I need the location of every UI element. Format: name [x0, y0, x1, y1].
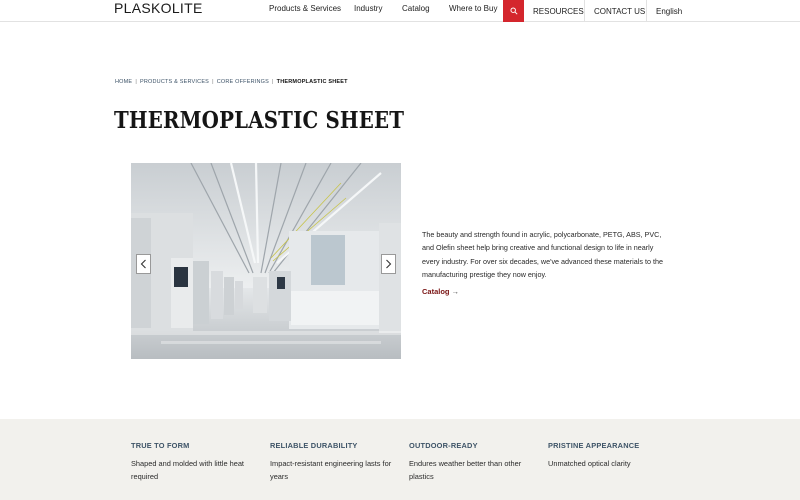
breadcrumb-products-services[interactable]: PRODUCTS & SERVICES — [139, 79, 210, 85]
resources-link[interactable]: RESOURCES — [533, 6, 584, 16]
contact-us-link[interactable]: CONTACT US — [584, 0, 654, 22]
carousel-next-button[interactable] — [381, 254, 396, 274]
breadcrumb-separator: | — [272, 79, 274, 85]
feature-pristine-appearance — [548, 441, 678, 470]
feature-title: OUTDOOR-READY — [409, 441, 478, 450]
catalog-link-label: Catalog — [422, 287, 450, 296]
features-band — [0, 419, 800, 500]
catalog-link[interactable] — [422, 287, 459, 296]
search-button[interactable] — [503, 0, 524, 22]
feature-text: Shaped and molded with little heat required — [131, 459, 244, 481]
image-carousel — [131, 163, 401, 359]
site-header — [0, 0, 800, 22]
breadcrumb-separator: | — [212, 79, 214, 85]
site-logo[interactable]: PLASKOLITE — [114, 0, 203, 16]
carousel-prev-button[interactable] — [136, 254, 151, 274]
feature-title: PRISTINE APPEARANCE — [548, 441, 640, 450]
feature-text: Unmatched optical clarity — [548, 459, 631, 468]
feature-text: Endures weather better than other plastics — [409, 459, 522, 481]
feature-text: Impact-resistant engineering lasts for years — [270, 459, 392, 481]
nav-where-to-buy[interactable]: Where to Buy — [449, 4, 498, 13]
feature-outdoor-ready — [409, 441, 539, 483]
breadcrumb-core-offerings[interactable]: CORE OFFERINGS — [216, 79, 270, 85]
arrow-right-icon: → — [451, 287, 460, 296]
page-title: THERMOPLASTIC SHEET — [114, 107, 405, 134]
feature-reliable-durability — [270, 441, 400, 483]
feature-title: RELIABLE DURABILITY — [270, 441, 358, 450]
nav-catalog[interactable]: Catalog — [402, 4, 430, 13]
feature-true-to-form — [131, 441, 261, 483]
search-icon — [510, 7, 518, 15]
language-selector[interactable]: English — [646, 0, 691, 22]
product-description: The beauty and strength found in acrylic, polycarbonate, PETG, ABS, PVC, and Olefin sheet help bring creative and functional design to life in nearly every industry. For over six decades, we've advanced these materials to the manufacturing prestige they now enjoy. — [422, 230, 663, 280]
breadcrumb-separator: | — [135, 79, 137, 85]
factory-image — [131, 163, 401, 359]
breadcrumb-current: THERMOPLASTIC SHEET — [276, 79, 348, 85]
chevron-left-icon — [140, 259, 147, 269]
chevron-right-icon — [385, 259, 392, 269]
nav-products-services[interactable]: Products & Services — [269, 4, 342, 13]
breadcrumb-home[interactable]: HOME — [115, 79, 133, 85]
feature-title: TRUE TO FORM — [131, 441, 190, 450]
nav-industry[interactable]: Industry — [354, 4, 383, 13]
breadcrumb — [115, 79, 348, 85]
